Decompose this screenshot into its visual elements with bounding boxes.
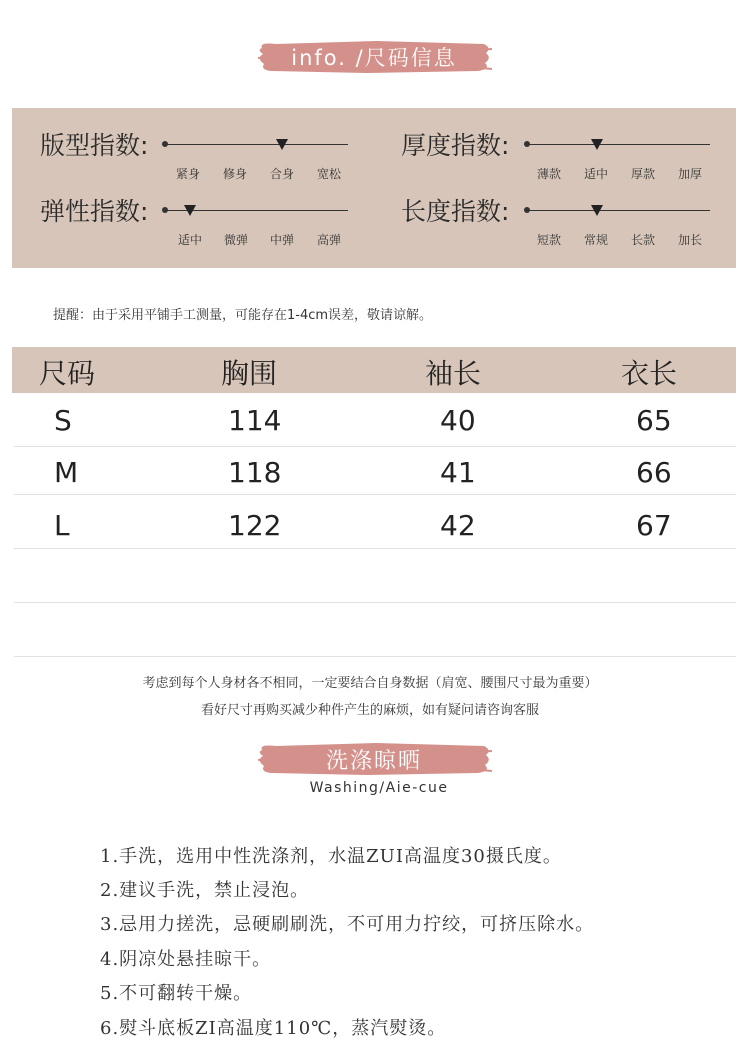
washing-banner — [256, 740, 492, 778]
chest-cell: 118 — [228, 456, 282, 489]
row-divider — [14, 548, 736, 549]
scale-end-dot — [162, 141, 168, 147]
length-index-scale — [526, 210, 710, 211]
fit-option: 宽松 — [316, 167, 341, 181]
wash-instruction: 2.建议手洗，禁止浸泡。 — [100, 880, 310, 901]
elasticity-option: 中弹 — [269, 233, 294, 247]
wash-instruction: 4.阴凉处悬挂晾干。 — [100, 949, 272, 970]
elasticity-index-marker — [184, 205, 196, 216]
length-option: 长款 — [630, 233, 655, 247]
row-divider — [14, 446, 736, 447]
thickness-index-marker — [591, 139, 603, 150]
measurement-tip: 提醒：由于采用平铺手工测量，可能存在1-4cm误差，敬请谅解。 — [53, 308, 433, 323]
washing-subtitle: Washing/Aie-cue — [309, 780, 449, 796]
row-divider — [14, 656, 736, 657]
header-sleeve: 袖长 — [425, 357, 482, 390]
washing-banner-label: 洗涤晾晒 — [325, 748, 422, 774]
elasticity-option: 高弹 — [316, 233, 341, 247]
chest-cell: 114 — [228, 404, 282, 437]
wash-instruction: 6.熨斗底板ZI高温度110℃，蒸汽熨烫。 — [100, 1018, 447, 1039]
thickness-option: 加厚 — [677, 167, 702, 181]
info-banner — [256, 38, 492, 76]
fit-option: 紧身 — [175, 167, 200, 181]
chest-cell: 122 — [228, 509, 282, 542]
scale-end-dot — [524, 141, 530, 147]
length-index-label: 长度指数: — [401, 197, 510, 226]
length-option: 短款 — [536, 233, 561, 247]
length-cell: 67 — [636, 509, 672, 542]
fit-note: 看好尺寸再购买减少种件产生的麻烦，如有疑问请咨询客服 — [200, 703, 539, 718]
wash-instruction: 1.手洗，选用中性洗涤剂，水温ZUI高温度30摄氏度。 — [100, 846, 562, 867]
header-chest: 胸围 — [221, 357, 278, 390]
scale-end-dot — [162, 207, 168, 213]
thickness-option: 薄款 — [536, 167, 561, 181]
length-index-marker — [591, 205, 603, 216]
header-length: 衣长 — [621, 357, 678, 390]
wash-instruction: 5.不可翻转干燥。 — [100, 983, 253, 1004]
length-cell: 66 — [636, 456, 672, 489]
sleeve-cell: 42 — [440, 509, 476, 542]
thickness-option: 适中 — [583, 167, 608, 181]
row-divider — [14, 602, 736, 603]
elasticity-option: 微弹 — [223, 233, 248, 247]
row-divider — [14, 494, 736, 495]
wash-instruction: 3.忌用力搓洗，忌硬刷刷洗，不可用力拧绞，可挤压除水。 — [100, 914, 595, 935]
length-option: 加长 — [677, 233, 702, 247]
elasticity-option: 适中 — [177, 233, 202, 247]
fit-index-panel — [12, 108, 736, 268]
size-table-header — [12, 347, 736, 393]
fit-option: 修身 — [222, 167, 247, 181]
fit-note: 考虑到每个人身材各不相同，一定要结合自身数据（肩宽、腰围尺寸最为重要） — [142, 676, 598, 691]
fit-index-marker — [276, 139, 288, 150]
size-cell: L — [54, 509, 70, 542]
fit-option: 合身 — [269, 167, 294, 181]
thickness-index-label: 厚度指数: — [401, 131, 510, 160]
sleeve-cell: 41 — [440, 456, 476, 489]
scale-end-dot — [524, 207, 530, 213]
size-cell: M — [54, 456, 79, 489]
info-banner-label: info. /尺码信息 — [291, 46, 457, 70]
sleeve-cell: 40 — [440, 404, 476, 437]
fit-index-label: 版型指数: — [40, 131, 149, 160]
length-option: 常规 — [583, 233, 608, 247]
elasticity-index-label: 弹性指数: — [40, 197, 149, 226]
thickness-index-scale — [526, 144, 710, 145]
header-size: 尺码 — [39, 357, 96, 390]
fit-index-scale — [164, 144, 348, 145]
size-cell: S — [54, 404, 72, 437]
thickness-option: 厚款 — [630, 167, 655, 181]
length-cell: 65 — [636, 404, 672, 437]
